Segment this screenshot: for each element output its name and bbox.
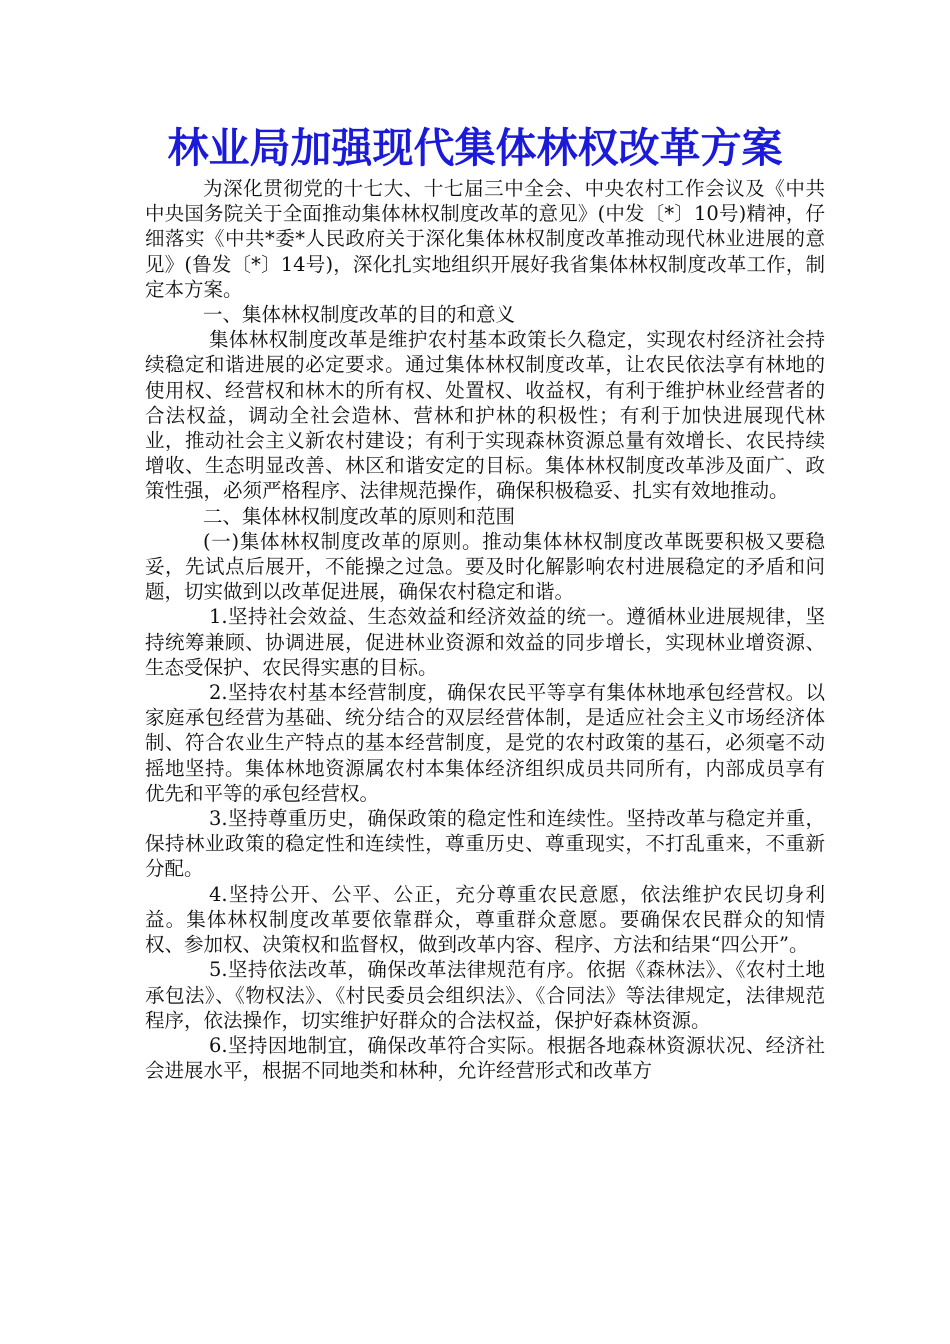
- document-body: [145, 176, 825, 1083]
- principle-6-paragraph: 6.坚持因地制宜，确保改革符合实际。根据各地森林资源状况、经济社会进展水平，根据不同地类和林种，允许经营形式和改革方: [145, 1033, 825, 1083]
- principle-2-paragraph: 2.坚持农村基本经营制度，确保农民平等享有集体林地承包经营权。以家庭承包经营为基础、统分结合的双层经营体制，是适应社会主义市场经济体制、符合农业生产特点的基本经营制度，是党的农村政策的基石，必须毫不动摇地坚持。集体林地资源属农村本集体经济组织成员共同所有，内部成员享有优先和平等的承包经营权。: [145, 681, 825, 805]
- section-heading-principles: 二、集体林权制度改革的原则和范围: [203, 504, 516, 528]
- principle-4-paragraph: 4.坚持公开、公平、公正，充分尊重农民意愿，依法维护农民切身利益。集体林权制度改革要依靠群众，尊重群众意愿。要确保农民群众的知情权、参加权、决策权和监督权，做到改革内容、程序、方法和结果“四公开”。: [145, 882, 825, 957]
- section-heading-purpose: 一、集体林权制度改革的目的和意义: [203, 303, 516, 327]
- principle-1-paragraph: 1.坚持社会效益、生态效益和经济效益的统一。遵循林业进展规律，坚持统筹兼顾、协调进展，促进林业资源和效益的同步增长，实现林业增资源、生态受保护、农民得实惠的目标。: [145, 605, 825, 679]
- document-title: 林业局加强现代集体林权改革方案: [167, 124, 783, 172]
- intro-paragraph: 为深化贯彻党的十七大、十七届三中全会、中央农村工作会议及《中共中央国务院关于全面推动集体林权制度改革的意见》(中发〔*〕10号)精神，仔细落实《中共*委*人民政府关于深化集体林权制度改革推动现代林业进展的意见》(鲁发〔*〕14号)，深化扎实地组织开展好我省集体林权制度改革工作，制定本方案。: [145, 177, 825, 301]
- principle-5-paragraph: 5.坚持依法改革，确保改革法律规范有序。依据《森林法》、《农村土地承包法》、《物权法》、《村民委员会组织法》、《合同法》等法律规定，法律规范程序，依法操作，切实维护好群众的合法权益，保护好森林资源。: [145, 958, 825, 1032]
- purpose-paragraph: 集体林权制度改革是维护农村基本政策长久稳定，实现农村经济社会持续稳定和谐进展的必定要求。通过集体林权制度改革，让农民依法享有林地的使用权、经营权和林木的所有权、处置权、收益权，有利于维护林业经营者的合法权益，调动全社会造林、营林和护林的积极性；有利于加快进展现代林业，推动社会主义新农村建设；有利于实现森林资源总量有效增长、农民持续增收、生态明显改善、林区和谐安定的目标。集体林权制度改革涉及面广、政策性强，必须严格程序、法律规范操作，确保积极稳妥、扎实有效地推动。: [145, 328, 825, 503]
- principles-intro-paragraph: (一)集体林权制度改革的原则。推动集体林权制度改革既要积极又要稳妥，先试点后展开，不能操之过急。要及时化解影响农村进展稳定的矛盾和问题，切实做到以改革促进展，确保农村稳定和谐。: [145, 529, 825, 604]
- principle-3-paragraph: 3.坚持尊重历史，确保政策的稳定性和连续性。坚持改革与稳定并重，保持林业政策的稳定性和连续性，尊重历史、尊重现实，不打乱重来，不重新分配。: [145, 807, 825, 881]
